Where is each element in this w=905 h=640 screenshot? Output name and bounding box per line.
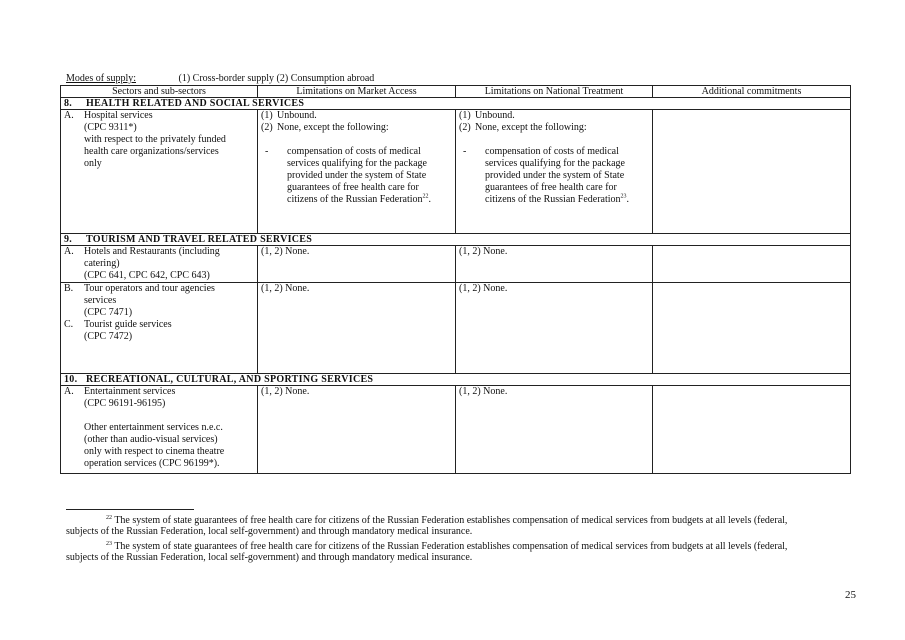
subsector-line: Hospital services [84,110,153,121]
section-title: RECREATIONAL, CULTURAL, AND SPORTING SERVICES [86,374,374,385]
section-title: TOURISM AND TRAVEL RELATED SERVICES [86,234,313,245]
subsector-line: services [84,295,117,306]
subsector-line: catering) [84,258,120,269]
schedule-table [60,85,851,474]
header-row [61,86,851,98]
limitation-text: Unbound. [277,110,317,121]
additional-commitments-cell [653,283,851,374]
limitation-text: (1, 2) None. [261,283,310,294]
table-row [61,110,851,234]
limitation-line: services qualifying for the package [485,158,625,169]
subsector-line: Tour operators and tour agencies [84,283,215,294]
subsector-line: (CPC 7472) [84,331,133,342]
subsector-label: A. [64,246,74,257]
market-access-cell [258,283,456,374]
footnote-ref[interactable]: 23 [620,193,627,200]
subsector-line: Entertainment services [84,386,176,397]
footnote-22 [66,515,856,537]
subsector-line: (CPC 7471) [84,307,133,318]
subsector-label: A. [64,386,74,397]
dash-bullet: - [463,146,467,157]
subsector-line: (CPC 96191-96195) [84,398,166,409]
limitation-text: None, except the following: [475,122,587,133]
limitation-line: compensation of costs of medical [485,146,619,157]
section-number: 10. [64,374,78,385]
section-number: 8. [64,98,73,109]
subsector-label: A. [64,110,74,121]
national-treatment-cell: (1) Unbound. (2) None, except the following: - compensation of costs of medical services qualifying for the package provided under the system of State guarantees of free health care for citizens of the Russian Federation$^{23}$. [456,110,653,234]
limitation-text: (1, 2) None. [459,283,508,294]
mode-consumption-abroad: (2) Consumption abroad [276,73,375,84]
mode-number: (1) [261,110,273,121]
sector-cell [61,283,258,374]
national-treatment-cell [456,246,653,283]
limitation-line: services qualifying for the package [287,158,427,169]
sector-cell [61,386,258,474]
footnote-23 [66,541,856,563]
footnote-text: The system of state guarantees of free health care for citizens of the Russian Federation establishes compensation of medical services from budgets at all levels (federal, [114,541,788,552]
mode-number: (2) [261,122,273,133]
subsector-line: (CPC 9311*) [84,122,137,133]
subsector-label: B. [64,283,74,294]
mode-number: (2) [459,122,471,133]
subsector-line: only with respect to cinema theatre [84,446,225,457]
limitation-line: provided under the system of State [485,170,625,181]
section-number: 9. [64,234,73,245]
header-market-access: Limitations on Market Access [258,86,456,98]
dash-bullet: - [265,146,269,157]
national-treatment-cell [456,283,653,374]
limitation-line: guarantees of free health care for [485,182,617,193]
modes-label: Modes of supply: [66,73,136,84]
sector-cell [61,246,258,283]
limitation-text: (1, 2) None. [459,246,508,257]
section-row-10 [61,374,851,386]
additional-commitments-cell [653,386,851,474]
table-row [61,283,851,374]
national-treatment-cell [456,386,653,474]
table-row [61,246,851,283]
section-row-9 [61,234,851,246]
subsector-line: Hotels and Restaurants (including [84,246,220,257]
limitation-line: provided under the system of State [287,170,427,181]
header-national-treatment: Limitations on National Treatment [456,86,653,98]
mode-cross-border: (1) Cross-border supply [178,73,275,84]
footnote-ref[interactable]: 22 [422,193,429,200]
subsector-line: health care organizations/services [84,146,219,157]
section-row-8 [61,98,851,110]
subsector-line: Other entertainment services n.e.c. [84,422,223,433]
footnote-mark: 23 [106,541,112,547]
limitation-line: citizens of the Russian Federation [287,194,423,205]
subsector-line: with respect to the privately funded [84,134,226,145]
table-row [61,386,851,474]
additional-commitments-cell [653,246,851,283]
header-sectors: Sectors and sub-sectors [61,86,258,98]
limitation-text: (1, 2) None. [261,386,310,397]
market-access-cell [258,386,456,474]
subsector-label: C. [64,319,74,330]
market-access-cell: (1) Unbound. (2) None, except the following: - compensation of costs of medical services qualifying for the package provided under the system of State guarantees of free health care for citizens of the Russian Federation$^{22}$. [258,110,456,234]
limitation-text: None, except the following: [277,122,389,133]
footnote-text: subjects of the Russian Federation, local self-government) and through mandatory medical insurance. [66,526,473,537]
limitation-text: (1, 2) None. [459,386,508,397]
header-additional-commitments: Additional commitments [653,86,851,98]
market-access-cell [258,246,456,283]
sector-cell [61,110,258,234]
mode-number: (1) [459,110,471,121]
section-title: HEALTH RELATED AND SOCIAL SERVICES [86,98,305,109]
page-number: 25 [845,589,856,601]
subsector-line: (CPC 641, CPC 642, CPC 643) [84,270,210,281]
footnote-text: The system of state guarantees of free health care for citizens of the Russian Federation establishes compensation of medical services from budgets at all levels (federal, [114,515,788,526]
footnote-separator [66,509,194,510]
additional-commitments-cell [653,110,851,234]
subsector-line: (other than audio-visual services) [84,434,218,445]
limitation-line: citizens of the Russian Federation [485,194,621,205]
subsector-line: Tourist guide services [84,319,172,330]
limitation-line: guarantees of free health care for [287,182,419,193]
modes-of-supply [66,73,374,85]
footnote-text: subjects of the Russian Federation, local self-government) and through mandatory medical insurance. [66,552,473,563]
subsector-line: operation services (CPC 96199*). [84,458,220,469]
subsector-line: only [84,158,102,169]
footnote-mark: 22 [106,515,112,521]
limitation-text: Unbound. [475,110,515,121]
limitation-text: (1, 2) None. [261,246,310,257]
limitation-line: compensation of costs of medical [287,146,421,157]
